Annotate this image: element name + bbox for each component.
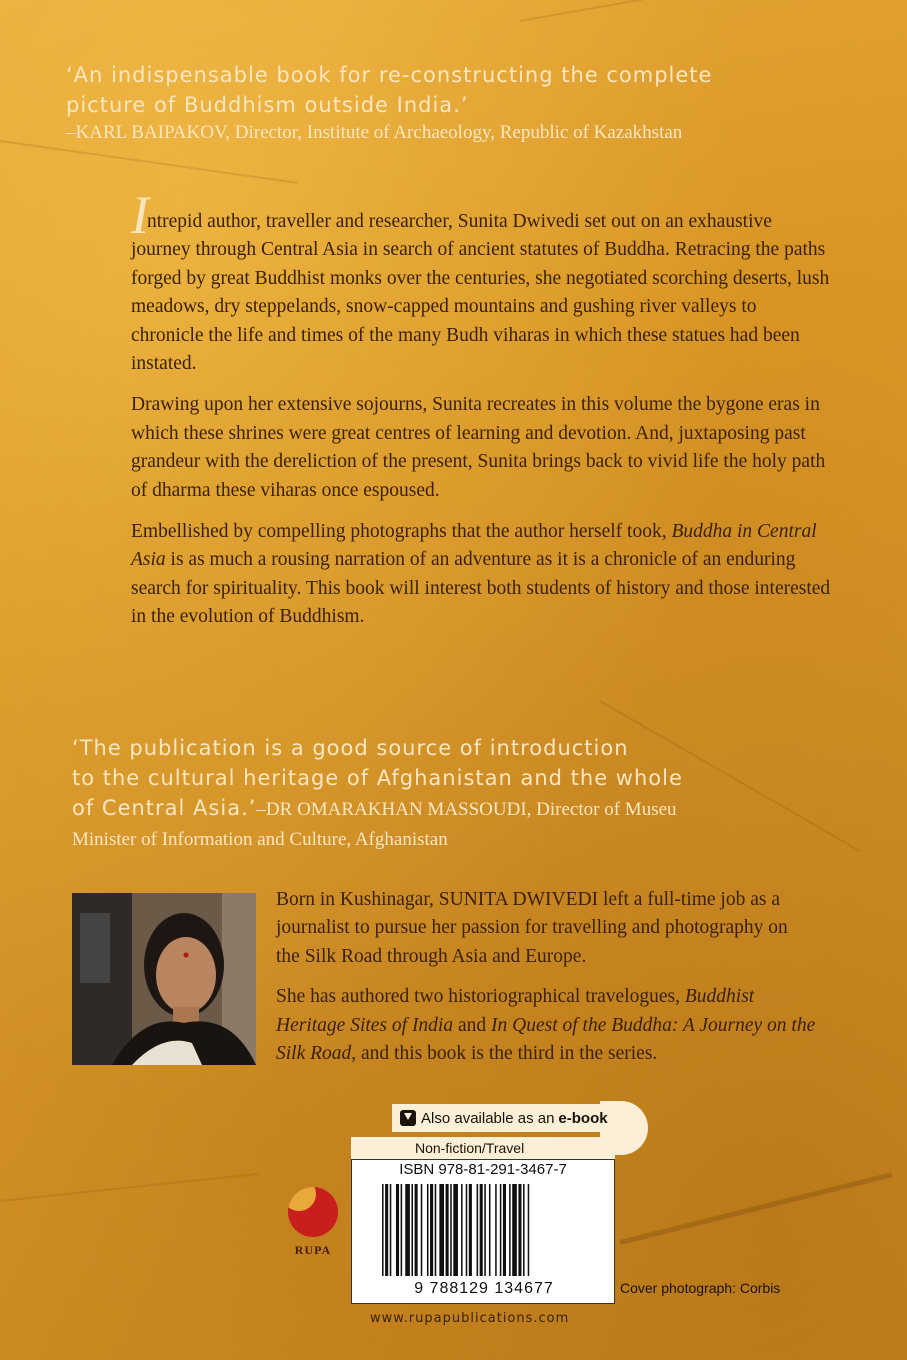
- bio-paragraph: Born in Kushinagar, SUNITA DWIVEDI left a full-time job as a journalist to pursue her passion for travelling and photography on the Silk Road through Asia and Europe.: [276, 889, 788, 967]
- ebook-text: Also available as an: [421, 1109, 555, 1127]
- barcode-bar: [484, 1184, 486, 1276]
- barcode-bar: [518, 1184, 521, 1276]
- barcode-bar: [439, 1184, 444, 1276]
- author-photo: [72, 893, 256, 1065]
- download-icon: [400, 1110, 416, 1126]
- barcode-bar: [385, 1184, 388, 1276]
- barcode-box: [351, 1159, 615, 1304]
- barcode-bar: [401, 1184, 403, 1276]
- barcode-bar: [427, 1184, 429, 1276]
- barcode-bar: [477, 1184, 479, 1276]
- bio-paragraph: [276, 983, 816, 1068]
- isbn: ISBN 978-81-291-3467-7: [399, 1161, 567, 1178]
- barcode-bar: [405, 1184, 410, 1276]
- description-paragraph: Drawing upon her extensive sojourns, Sunita recreates in this volume the bygone eras in which these shrines were great centres of learning and devotion. And, juxtaposing past grandeur with the dereliction of the present, Sunita brings back to vivid life the holy path of dharma these viharas once espoused.: [131, 394, 826, 501]
- barcode-bar: [523, 1184, 525, 1276]
- barcode-bar: [480, 1184, 483, 1276]
- barcode-bar: [503, 1184, 506, 1276]
- barcode-bar: [382, 1184, 384, 1276]
- barcode-number: 9 788129 134677: [414, 1280, 554, 1297]
- book-title: Buddha in Central Asia: [131, 521, 817, 571]
- barcode-bars: [382, 1184, 596, 1276]
- barcode-bar: [411, 1184, 413, 1276]
- barcode-bar: [421, 1184, 423, 1276]
- quote-attribution: Minister of Information and Culture, Afghanistan: [72, 829, 448, 850]
- cover-credit: Cover photograph: Corbis: [620, 1280, 781, 1296]
- publisher-name: RUPA: [294, 1243, 332, 1257]
- paragraph-text: , and this book is the third in the series.: [351, 1043, 658, 1065]
- ebook-banner: [392, 1104, 622, 1132]
- paragraph-text: She has authored two historiographical travelogues,: [276, 986, 680, 1008]
- publisher-logo: [288, 1187, 338, 1237]
- paragraph-text: ntrepid author, traveller and researcher, Sunita Dwivedi set out on an exhaustive journey through Central Asia in search of ancient statutes of Buddha. Retracing the paths forged by great Buddhist monks over the centuries, she negotiated scorching deserts, lush meadows, dry steppelands, snow-capped mountains and gushing river valleys to chronicle the life and times of the many Budh viharas in which these statues had been instated.: [131, 211, 830, 375]
- barcode-bar: [528, 1184, 530, 1276]
- book-title: In Quest of the Buddha: A Journey on the Silk Road: [276, 1014, 816, 1065]
- description-paragraph: [131, 518, 831, 632]
- book-description: [131, 185, 831, 645]
- drop-cap: I: [131, 185, 149, 245]
- quote-attribution: –KARL BAIPAKOV, Director, Institute of Archaeology, Republic of Kazakhstan: [66, 122, 683, 143]
- barcode-bar: [495, 1184, 497, 1276]
- paragraph-text: is as much a rousing narration of an adventure as it is a chronicle of an enduring search for spirituality. This book will interest both students of history and those interested in the evolution of Buddhism.: [131, 549, 831, 628]
- quote-line: [72, 793, 832, 823]
- ebook-bold: e-book: [558, 1109, 608, 1127]
- genre-label: Non-fiction/Travel: [351, 1137, 615, 1159]
- barcode-bar: [435, 1184, 437, 1276]
- barcode-bar: [489, 1184, 491, 1276]
- barcode-bar: [390, 1184, 392, 1276]
- quote-line: ‘The publication is a good source of introduction: [72, 736, 629, 760]
- author-bio: [276, 886, 816, 1080]
- barcode-bar: [446, 1184, 449, 1276]
- quote-text: of Central Asia.’: [72, 796, 257, 820]
- second-quote: [72, 733, 832, 851]
- barcode-bar: [469, 1184, 472, 1276]
- publisher-website: www.rupapublications.com: [370, 1311, 570, 1326]
- quote-line: to the cultural heritage of Afghanistan and the whole: [72, 766, 683, 790]
- barcode-bar: [453, 1184, 458, 1276]
- quote-line: ‘An indispensable book for re-constructing the complete: [66, 63, 713, 87]
- book-title: Buddhist Heritage Sites of India: [276, 986, 755, 1036]
- paragraph-text: Embellished by compelling photographs that the author herself took,: [131, 521, 667, 543]
- barcode-bar: [509, 1184, 511, 1276]
- quote-line: picture of Buddhism outside India.’: [66, 93, 469, 117]
- front-quote: [66, 60, 866, 144]
- barcode-bar: [415, 1184, 418, 1276]
- barcode-bar: [512, 1184, 517, 1276]
- barcode-bar: [466, 1184, 468, 1276]
- barcode-bar: [450, 1184, 452, 1276]
- barcode-bar: [430, 1184, 433, 1276]
- barcode-bar: [396, 1184, 399, 1276]
- barcode-bar: [500, 1184, 502, 1276]
- description-paragraph: [131, 185, 831, 378]
- barcode-bar: [461, 1184, 463, 1276]
- paragraph-text: and: [457, 1014, 487, 1036]
- quote-attribution: –DR OMARAKHAN MASSOUDI, Director of Museu: [256, 799, 677, 820]
